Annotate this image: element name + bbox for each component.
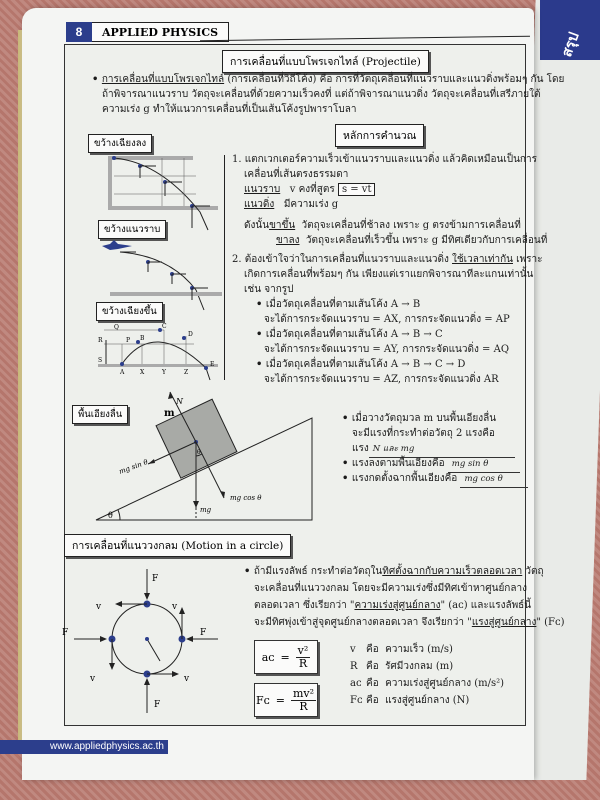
circle-para-line1	[244, 564, 544, 579]
fraction	[296, 645, 311, 670]
label-throw-down: ขว้างเฉียงลง	[88, 134, 152, 153]
page-header	[66, 22, 229, 42]
svg-text:mg sin θ: mg sin θ	[117, 458, 149, 476]
down-label: ขาลง	[276, 235, 300, 246]
vertical-text: มีความเร่ง g	[283, 199, 339, 210]
definition-ac	[350, 676, 504, 691]
therefore-label: ดังนั้น	[244, 220, 270, 231]
svg-text:θ: θ	[197, 449, 201, 456]
formula-s-vt: s = vt	[338, 183, 376, 196]
forces-answer: N และ mg	[369, 442, 515, 458]
principle-text: เพราะ	[512, 254, 543, 265]
principle-1-line1	[232, 152, 537, 167]
svg-text:mg: mg	[200, 506, 212, 514]
svg-text:B: B	[140, 335, 145, 342]
svg-text:v: v	[184, 674, 190, 684]
upward-rule	[244, 218, 521, 233]
svg-text:N: N	[176, 397, 183, 406]
incline-line2: จะมีแรงที่กระทำต่อวัตถุ 2 แรงคือ	[352, 428, 495, 439]
horizontal-label: แนวราบ	[244, 184, 281, 195]
case-2-path: • เมื่อวัตถุเคลื่อนที่ตามเส้นโค้ง A → B → C	[256, 327, 443, 342]
formula-lhs: Fᴄ	[255, 693, 270, 707]
perpendicular-emphasis: ทิศตั้งฉากกับความเร็วตลอดเวลา	[382, 566, 523, 577]
centripetal-acceleration-term: ความเร่งสู่ศูนย์กลาง	[354, 600, 441, 611]
symbol: v	[350, 644, 356, 655]
book-title: APPLIED PHYSICS	[92, 22, 229, 42]
svg-text:v: v	[96, 602, 102, 612]
column-divider	[224, 155, 225, 380]
is-label: คือ	[366, 644, 379, 655]
svg-text:D: D	[188, 331, 193, 338]
para-text: " (Fᴄ)	[536, 617, 565, 628]
case-3-result: จะได้การกระจัดแนวราบ = AZ, การกระจัดแนวดิ่ง AR	[264, 374, 499, 385]
projectile-term: การเคลื่อนที่แบบโพรเจกไทล์	[101, 74, 225, 85]
principle-text: ต้องเข้าใจว่าในการเคลื่อนที่แนวราบและแนวดิ่ง	[244, 254, 453, 265]
footer-url: www.appliedphysics.ac.th	[0, 740, 168, 754]
svg-text:Q: Q	[114, 324, 119, 331]
meaning: รัศมีวงกลม (m)	[385, 661, 454, 672]
section-title-projectile: การเคลื่อนที่แบบโพรเจกไทล์ (Projectile)	[222, 50, 429, 73]
label-frictionless-incline: พื้นเอียงลื่น	[72, 405, 128, 424]
svg-text:Y: Y	[162, 369, 166, 376]
label-throw-horizontal: ขว้างแนวราบ	[98, 220, 166, 239]
formula-eq: =	[280, 650, 290, 664]
meaning: ความเร่งสู่ศูนย์กลาง (m/s²)	[385, 678, 505, 689]
forces-label: แรง	[352, 443, 369, 454]
svg-text:Z: Z	[184, 369, 189, 376]
formula-lhs: aᴄ	[261, 650, 275, 664]
para-text: วัตถุ	[522, 566, 544, 577]
principle-2-line2: เกิดการเคลื่อนที่พร้อมๆ กัน เพียงแต่เราแยกพิจารณาทีละแกนเท่านั้น	[244, 269, 534, 280]
up-label: ขาขึ้น	[269, 220, 296, 231]
numerator: v²	[297, 643, 309, 657]
page-number: 8	[66, 22, 92, 42]
list-number: 1.	[232, 154, 242, 165]
denominator: R	[299, 699, 308, 713]
intro-text: (การเคลื่อนที่วิถีโค้ง) คือ การที่วัตถุเคลื่อนที่แนวราบและแนวดิ่งพร้อมๆ กัน โดย	[224, 74, 565, 85]
downward-rule	[276, 233, 547, 248]
principle-2-line1	[232, 252, 543, 267]
same-time-emphasis: ใช้เวลาเท่ากัน	[452, 254, 513, 265]
centripetal-force-term: แรงสู่ศูนย์กลาง	[471, 617, 537, 628]
horizontal-rule	[244, 182, 375, 197]
vertical-rule	[244, 197, 338, 212]
vertical-label: แนวดิ่ง	[244, 199, 275, 210]
principle-2-line3: เช่น จากรูป	[244, 284, 294, 295]
circle-para-line2: จะเคลื่อนที่แนววงกลม โดยจะมีความเร่งซึ่งมีทิศเข้าหาศูนย์กลาง	[254, 583, 527, 594]
svg-text:R: R	[98, 337, 103, 344]
adjacent-page-header	[540, 0, 600, 60]
section-title-circular-motion: การเคลื่อนที่แนววงกลม (Motion in a circle)	[64, 534, 291, 557]
normal-answer: mg cos θ	[460, 472, 528, 488]
svg-text:mg cos θ: mg cos θ	[230, 494, 262, 502]
down-text: วัตถุจะเคลื่อนที่เร็วขึ้น เพราะ g มีทิศเดียวกับการเคลื่อนที่	[305, 235, 548, 246]
symbol: Fᴄ	[350, 695, 363, 706]
meaning: แรงสู่ศูนย์กลาง (N)	[385, 695, 470, 706]
svg-text:P: P	[126, 337, 131, 344]
projectile-intro-line3: ความเร่ง g ทำให้แนวการเคลื่อนที่เป็นเส้นโค้งรูปพาราโบลา	[102, 104, 357, 115]
down-slope-label: แรงลงตามพื้นเอียงคือ	[351, 458, 445, 469]
case-1-result: จะได้การกระจัดแนวราบ = AX, การกระจัดแนวดิ่ง = AP	[264, 314, 510, 325]
svg-text:m: m	[164, 408, 175, 419]
label-throw-up: ขว้างเฉียงขึ้น	[96, 302, 163, 321]
bullet	[92, 74, 102, 85]
svg-text:C: C	[162, 323, 167, 330]
para-text: จะมีทิศพุ่งเข้าสู่จุดศูนย์กลางตลอดเวลา จึงเรียกว่า "	[254, 617, 472, 628]
symbol: aᴄ	[350, 678, 362, 689]
svg-text:F: F	[62, 628, 69, 638]
para-text: ตลอดเวลา ซึ่งเรียกว่า "	[254, 600, 355, 611]
circle-para-line3	[254, 598, 531, 613]
principle-1-line2: เคลื่อนที่เส้นตรงธรรมดา	[244, 169, 349, 180]
incline-line1: • เมื่อวางวัตถุมวล m บนพื้นเอียงลื่น	[342, 411, 496, 426]
up-text: วัตถุจะเคลื่อนที่ช้าลง เพราะ g ตรงข้ามการเคลื่อนที่	[301, 220, 521, 231]
horizontal-text: v คงที่สูตร	[289, 184, 335, 195]
formula-eq: =	[275, 693, 285, 707]
section-title-principles: หลักการคำนวณ	[335, 124, 424, 147]
fraction	[291, 688, 316, 713]
incline-diagram	[90, 390, 320, 525]
adjacent-page-title: สรุป	[558, 30, 583, 60]
formula-centripetal-acceleration	[254, 640, 318, 674]
svg-text:E: E	[210, 361, 215, 368]
projectile-intro-line1	[92, 72, 564, 87]
definition-r	[350, 659, 453, 674]
projectile-intro-line2: ถ้าพิจารณาแนวราบ วัตถุจะเคลื่อนที่ด้วยความเร็วคงที่ แต่ถ้าพิจารณาแนวดิ่ง วัตถุจะเคลื่อนที่เสรีภายใต้	[102, 89, 541, 100]
definition-fc	[350, 693, 469, 708]
down-slope-answer: mg sin θ	[448, 457, 520, 473]
is-label: คือ	[366, 661, 379, 672]
incline-normal	[342, 471, 528, 488]
para-text: " (aᴄ) และแรงลัพธ์นี้	[440, 600, 532, 611]
meaning: ความเร็ว (m/s)	[385, 644, 453, 655]
svg-text:F: F	[154, 700, 161, 710]
svg-text:v: v	[172, 602, 178, 612]
svg-text:F: F	[200, 628, 207, 638]
is-label: คือ	[366, 695, 379, 706]
svg-text:A: A	[120, 369, 125, 376]
circular-motion-diagram	[60, 565, 240, 725]
case-2-result: จะได้การกระจัดแนวราบ = AY, การกระจัดแนวดิ่ง = AQ	[264, 344, 510, 355]
normal-label: แรงกดตั้งฉากพื้นเอียงคือ	[351, 473, 458, 484]
formula-centripetal-force	[254, 683, 318, 717]
case-1-path: • เมื่อวัตถุเคลื่อนที่ตามเส้นโค้ง A → B	[256, 297, 420, 312]
svg-text:v: v	[90, 674, 96, 684]
throw-up-diagram	[94, 322, 224, 382]
denominator: R	[298, 656, 308, 670]
list-number: 2.	[232, 254, 242, 265]
airplane-icon	[102, 240, 132, 250]
numerator: mv²	[292, 686, 315, 700]
principle-text: แตกเวกเตอร์ความเร็วเข้าแนวราบและแนวดิ่ง แล้วคิดเหมือนเป็นการ	[244, 154, 537, 165]
circle-para-line4	[254, 615, 564, 630]
case-3-path: • เมื่อวัตถุเคลื่อนที่ตามเส้นโค้ง A → B → C → D	[256, 357, 465, 372]
svg-text:θ: θ	[108, 511, 113, 520]
is-label: คือ	[366, 678, 379, 689]
svg-text:F: F	[152, 574, 159, 584]
para-text: ถ้ามีแรงลัพธ์ กระทำต่อวัตถุใน	[253, 566, 383, 577]
symbol: R	[350, 661, 358, 672]
svg-text:X: X	[140, 369, 145, 376]
definition-v	[350, 642, 453, 657]
svg-text:S: S	[98, 357, 103, 364]
